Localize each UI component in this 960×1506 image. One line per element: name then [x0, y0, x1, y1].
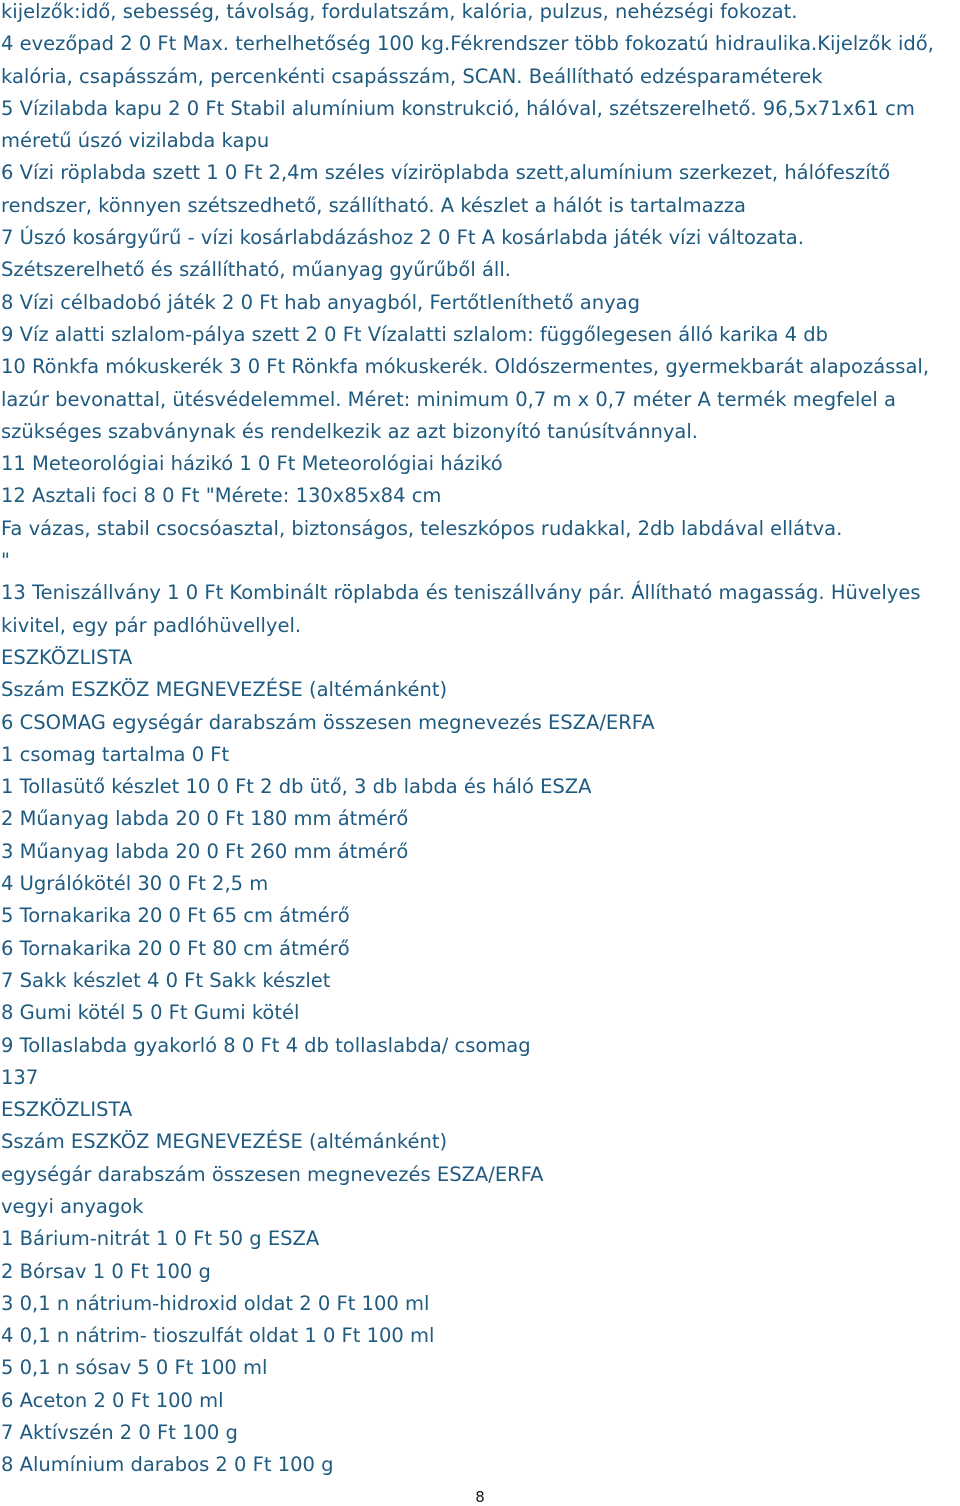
text-line: 1 Tollasütő készlet 10 0 Ft 2 db ütő, 3 db labda és háló ESZA [1, 775, 592, 799]
text-line: kivitel, egy pár padlóhüvellyel. [1, 613, 302, 637]
text-line: rendszer, könnyen szétszedhető, szállítható. A készlet a hálót is tartalmazza [1, 193, 746, 217]
text-line: 8 Alumínium darabos 2 0 Ft 100 g [1, 1453, 334, 1477]
text-line: 3 Műanyag labda 20 0 Ft 260 mm átmérő [1, 839, 409, 863]
text-line: 3 0,1 n nátrium-hidroxid oldat 2 0 Ft 100 ml [1, 1291, 430, 1315]
text-line: vegyi anyagok [1, 1194, 144, 1218]
text-line: 137 [1, 1065, 39, 1089]
text-line: 4 0,1 n nátrim- tioszulfát oldat 1 0 Ft 100 ml [1, 1324, 435, 1348]
text-line: 6 Aceton 2 0 Ft 100 ml [1, 1388, 224, 1412]
text-line: ESZKÖZLISTA [1, 645, 133, 669]
text-line: 12 Asztali foci 8 0 Ft "Mérete: 130x85x84 cm [1, 484, 442, 508]
text-line: szükséges szabványnak és rendelkezik az azt bizonyító tanúsítvánnyal. [1, 419, 698, 443]
text-line: 5 0,1 n sósav 5 0 Ft 100 ml [1, 1356, 268, 1380]
text-line: 6 CSOMAG egységár darabszám összesen megnevezés ESZA/ERFA [1, 710, 655, 734]
text-line: Sszám ESZKÖZ MEGNEVEZÉSE (altémánként) [1, 1130, 448, 1154]
text-line: kijelzők:idő, sebesség, távolság, fordulatszám, kalória, pulzus, nehézségi fokozat. [1, 0, 798, 23]
text-line: 10 Rönkfa mókuskerék 3 0 Ft Rönkfa mókuskerék. Oldószermentes, gyermekbarát alapozással, [1, 355, 930, 379]
text-line: 6 Tornakarika 20 0 Ft 80 cm átmérő [1, 936, 350, 960]
text-line: 9 Tollaslabda gyakorló 8 0 Ft 4 db tollaslabda/ csomag [1, 1033, 531, 1057]
text-line: Sszám ESZKÖZ MEGNEVEZÉSE (altémánként) [1, 678, 448, 702]
text-line: lazúr bevonattal, ütésvédelemmel. Méret: minimum 0,7 m x 0,7 méter A termék megfelel a [1, 387, 896, 411]
text-line: " [1, 549, 10, 573]
page-number: 8 [475, 1488, 485, 1506]
text-line: 13 Teniszállvány 1 0 Ft Kombinált röplabda és teniszállvány pár. Állítható magasság. Hüvelyes [1, 581, 921, 605]
document-body [1, 0, 956, 1482]
text-line: 7 Úszó kosárgyűrű - vízi kosárlabdázáshoz 2 0 Ft A kosárlabda játék vízi változata. [1, 226, 804, 250]
text-line: 9 Víz alatti szlalom-pálya szett 2 0 Ft Vízalatti szlalom: függőlegesen álló karika 4 db [1, 322, 828, 346]
text-line: méretű úszó vizilabda kapu [1, 129, 270, 153]
text-line: 5 Tornakarika 20 0 Ft 65 cm átmérő [1, 904, 350, 928]
text-line: 1 csomag tartalma 0 Ft [1, 742, 230, 766]
text-line: 7 Aktívszén 2 0 Ft 100 g [1, 1421, 238, 1445]
text-line: egységár darabszám összesen megnevezés ESZA/ERFA [1, 1162, 544, 1186]
text-line: 2 Műanyag labda 20 0 Ft 180 mm átmérő [1, 807, 409, 831]
text-line: Szétszerelhető és szállítható, műanyag gyűrűből áll. [1, 258, 511, 282]
text-line: kalória, csapásszám, percenkénti csapásszám, SCAN. Beállítható edzésparaméterek [1, 64, 823, 88]
text-line: 5 Vízilabda kapu 2 0 Ft Stabil alumínium konstrukció, hálóval, szétszerelhető. 96,5x71x61 cm [1, 96, 915, 120]
text-line: 8 Vízi célbadobó játék 2 0 Ft hab anyagból, Fertőtleníthető anyag [1, 290, 640, 314]
text-line: 7 Sakk készlet 4 0 Ft Sakk készlet [1, 968, 331, 992]
text-line: 11 Meteorológiai házikó 1 0 Ft Meteorológiai házikó [1, 452, 503, 476]
text-line: 4 evezőpad 2 0 Ft Max. terhelhetőség 100 kg.Fékrendszer több fokozatú hidraulika.Kijelzők idő, [1, 32, 934, 56]
text-line: 4 Ugrálókötél 30 0 Ft 2,5 m [1, 872, 269, 896]
text-line: ESZKÖZLISTA [1, 1098, 133, 1122]
text-line: 6 Vízi röplabda szett 1 0 Ft 2,4m széles víziröplabda szett,alumínium szerkezet, hálófeszítő [1, 161, 891, 185]
text-line: 8 Gumi kötél 5 0 Ft Gumi kötél [1, 1001, 300, 1025]
text-line: 2 Bórsav 1 0 Ft 100 g [1, 1259, 211, 1283]
text-line: Fa vázas, stabil csocsóasztal, biztonságos, teleszkópos rudakkal, 2db labdával ellátva. [1, 516, 843, 540]
text-line: 1 Bárium-nitrát 1 0 Ft 50 g ESZA [1, 1227, 320, 1251]
